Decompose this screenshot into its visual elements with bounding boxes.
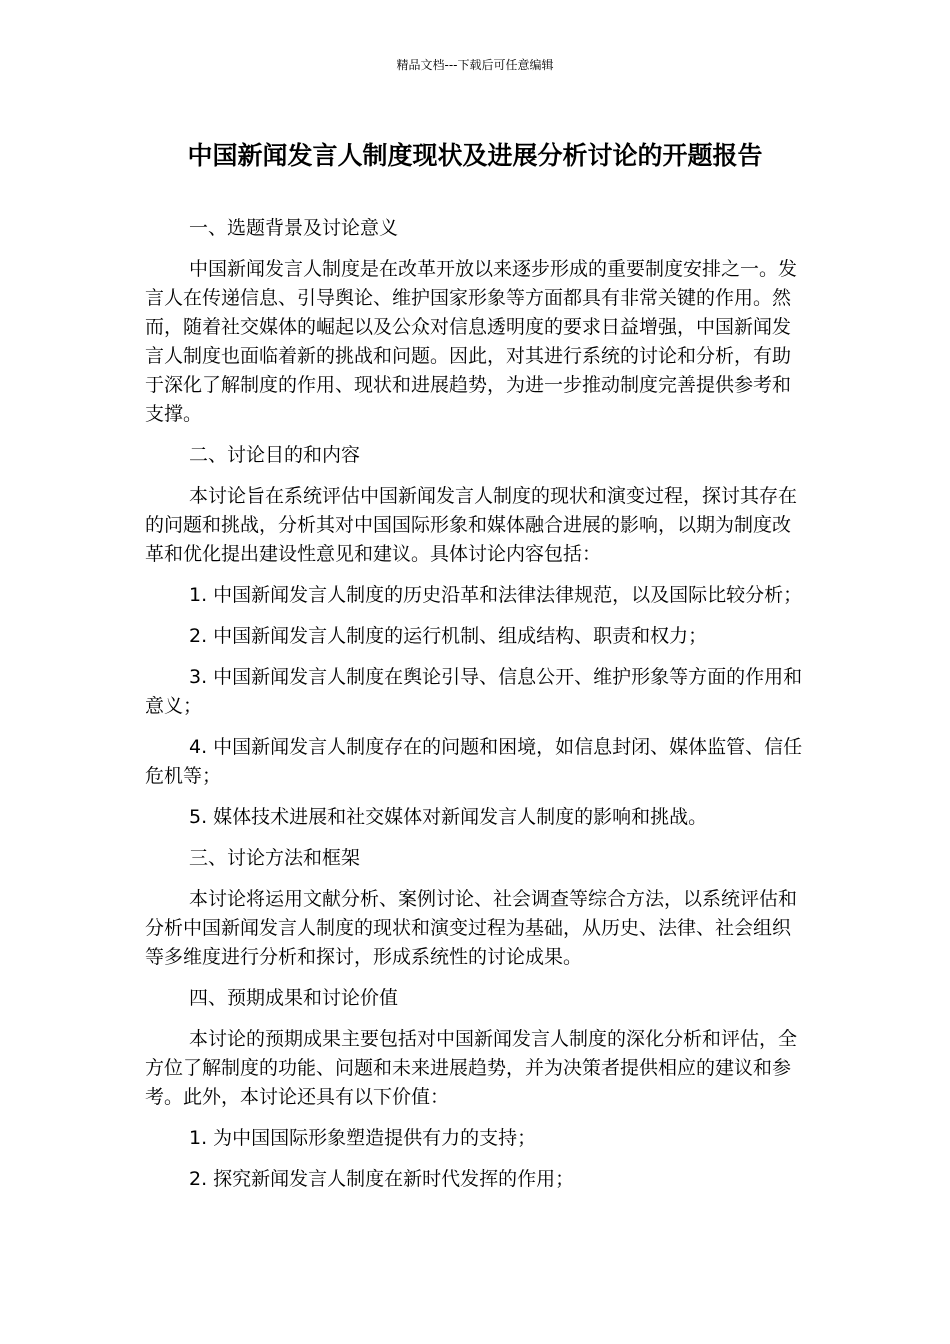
section-heading-outcomes: 四、预期成果和讨论价值 <box>189 987 399 1009</box>
paragraph-outcomes: 本讨论的预期成果主要包括对中国新闻发言人制度的深化分析和评估，全方位了解制度的功能、问题和未来进展趋势，并为决策者提供相应的建议和参考。此外，本讨论还具有以下价值： <box>145 1028 798 1108</box>
list-item-content-4: 4. 中国新闻发言人制度存在的问题和困境，如信息封闭、媒体监管、信任危机等； <box>145 736 803 787</box>
section-heading-method: 三、讨论方法和框架 <box>189 847 361 869</box>
list-item-value-2: 2. 探究新闻发言人制度在新时代发挥的作用； <box>189 1168 575 1190</box>
section-heading-purpose: 二、讨论目的和内容 <box>189 444 361 466</box>
list-item-content-3: 3. 中国新闻发言人制度在舆论引导、信息公开、维护形象等方面的作用和意义； <box>145 666 803 717</box>
paragraph-method: 本讨论将运用文献分析、案例讨论、社会调查等综合方法，以系统评估和分析中国新闻发言人制度的现状和演变过程为基础，从历史、法律、社会组织等多维度进行分析和探讨，形成系统性的讨论成果。 <box>145 888 798 968</box>
paragraph-background: 中国新闻发言人制度是在改革开放以来逐步形成的重要制度安排之一。发言人在传递信息、引导舆论、维护国家形象等方面都具有非常关键的作用。然而，随着社交媒体的崛起以及公众对信息透明度的要求日益增强，中国新闻发言人制度也面临着新的挑战和问题。因此，对其进行系统的讨论和分析，有助于深化了解制度的作用、现状和进展趋势，为进一步推动制度完善提供参考和支撑。 <box>145 258 798 425</box>
list-item-content-5: 5. 媒体技术进展和社交媒体对新闻发言人制度的影响和挑战。 <box>189 806 708 828</box>
section-heading-background: 一、选题背景及讨论意义 <box>189 217 399 239</box>
list-item-value-1: 1. 为中国国际形象塑造提供有力的支持； <box>189 1127 537 1149</box>
document-body <box>145 214 807 1206</box>
page-header-note: 精品文档---下载后可任意编辑 <box>396 58 554 72</box>
paragraph-purpose: 本讨论旨在系统评估中国新闻发言人制度的现状和演变过程，探讨其存在的问题和挑战，分析其对中国国际形象和媒体融合进展的影响，以期为制度改革和优化提出建设性意见和建议。具体讨论内容包括： <box>145 485 798 565</box>
document-title: 中国新闻发言人制度现状及进展分析讨论的开题报告 <box>187 141 763 170</box>
list-item-content-2: 2. 中国新闻发言人制度的运行机制、组成结构、职责和权力； <box>189 625 708 647</box>
list-item-content-1: 1. 中国新闻发言人制度的历史沿革和法律法律规范，以及国际比较分析； <box>189 584 803 606</box>
